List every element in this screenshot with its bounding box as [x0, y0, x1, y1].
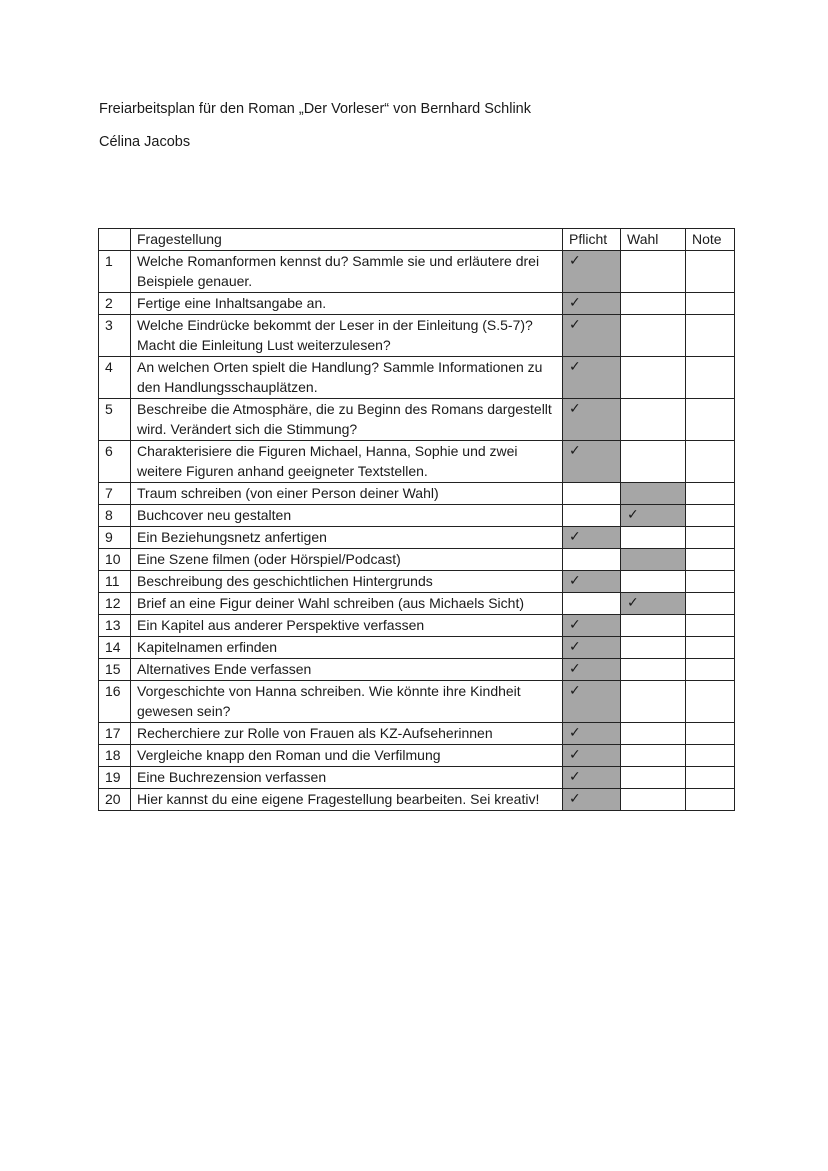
table-row	[99, 399, 735, 441]
question-text: An welchen Orten spielt die Handlung? Sammle Informationen zu den Handlungsschauplätzen.	[131, 357, 563, 399]
question-text: Welche Eindrücke bekommt der Leser in der Einleitung (S.5-7)? Macht die Einleitung Lust weiterzulesen?	[131, 315, 563, 357]
question-text: Eine Buchrezension verfassen	[131, 767, 563, 789]
row-number: 19	[99, 767, 131, 789]
pflicht-cell	[563, 483, 621, 505]
question-text: Vorgeschichte von Hanna schreiben. Wie könnte ihre Kindheit gewesen sein?	[131, 681, 563, 723]
pflicht-cell: ✓	[563, 745, 621, 767]
table-body	[99, 251, 735, 811]
table-row	[99, 527, 735, 549]
table-row	[99, 659, 735, 681]
table-row	[99, 615, 735, 637]
note-cell	[686, 615, 735, 637]
wahl-cell	[621, 615, 686, 637]
table-row	[99, 251, 735, 293]
question-text: Beschreibung des geschichtlichen Hintergrunds	[131, 571, 563, 593]
note-cell	[686, 315, 735, 357]
note-cell	[686, 723, 735, 745]
pflicht-cell: ✓	[563, 357, 621, 399]
wahl-cell	[621, 293, 686, 315]
row-number: 10	[99, 549, 131, 571]
document-author: Célina Jacobs	[99, 134, 191, 150]
pflicht-cell: ✓	[563, 527, 621, 549]
wahl-cell	[621, 659, 686, 681]
row-number: 14	[99, 637, 131, 659]
pflicht-cell: ✓	[563, 659, 621, 681]
wahl-cell	[621, 549, 686, 571]
table-row	[99, 593, 735, 615]
column-header-pflicht: Pflicht	[563, 229, 621, 251]
question-text: Welche Romanformen kennst du? Sammle sie und erläutere drei Beispiele genauer.	[131, 251, 563, 293]
note-cell	[686, 357, 735, 399]
wahl-cell	[621, 251, 686, 293]
note-cell	[686, 399, 735, 441]
pflicht-cell	[563, 549, 621, 571]
table-row	[99, 441, 735, 483]
table-row	[99, 505, 735, 527]
note-cell	[686, 483, 735, 505]
table-row	[99, 293, 735, 315]
wahl-cell	[621, 571, 686, 593]
pflicht-cell: ✓	[563, 615, 621, 637]
table-row	[99, 789, 735, 811]
wahl-cell	[621, 723, 686, 745]
note-cell	[686, 505, 735, 527]
wahl-cell: ✓	[621, 593, 686, 615]
table-row	[99, 549, 735, 571]
question-text: Brief an eine Figur deiner Wahl schreiben (aus Michaels Sicht)	[131, 593, 563, 615]
row-number: 4	[99, 357, 131, 399]
question-text: Recherchiere zur Rolle von Frauen als KZ-Aufseherinnen	[131, 723, 563, 745]
question-text: Charakterisiere die Figuren Michael, Hanna, Sophie und zwei weitere Figuren anhand geeigneter Textstellen.	[131, 441, 563, 483]
pflicht-cell: ✓	[563, 681, 621, 723]
pflicht-cell	[563, 593, 621, 615]
note-cell	[686, 745, 735, 767]
row-number: 18	[99, 745, 131, 767]
pflicht-cell: ✓	[563, 637, 621, 659]
note-cell	[686, 659, 735, 681]
pflicht-cell: ✓	[563, 767, 621, 789]
wahl-cell	[621, 789, 686, 811]
note-cell	[686, 527, 735, 549]
row-number: 6	[99, 441, 131, 483]
table-row	[99, 357, 735, 399]
wahl-cell	[621, 315, 686, 357]
question-text: Ein Beziehungsnetz anfertigen	[131, 527, 563, 549]
wahl-cell	[621, 527, 686, 549]
question-text: Alternatives Ende verfassen	[131, 659, 563, 681]
row-number: 8	[99, 505, 131, 527]
question-text: Eine Szene filmen (oder Hörspiel/Podcast)	[131, 549, 563, 571]
wahl-cell	[621, 399, 686, 441]
wahl-cell	[621, 767, 686, 789]
pflicht-cell: ✓	[563, 293, 621, 315]
pflicht-cell: ✓	[563, 441, 621, 483]
question-text: Traum schreiben (von einer Person deiner Wahl)	[131, 483, 563, 505]
column-header-question: Fragestellung	[131, 229, 563, 251]
table-row	[99, 745, 735, 767]
question-text: Hier kannst du eine eigene Fragestellung bearbeiten. Sei kreativ!	[131, 789, 563, 811]
table-row	[99, 681, 735, 723]
row-number: 12	[99, 593, 131, 615]
row-number: 2	[99, 293, 131, 315]
wahl-cell	[621, 441, 686, 483]
row-number: 15	[99, 659, 131, 681]
column-header-number	[99, 229, 131, 251]
note-cell	[686, 593, 735, 615]
column-header-note: Note	[686, 229, 735, 251]
row-number: 17	[99, 723, 131, 745]
question-text: Vergleiche knapp den Roman und die Verfilmung	[131, 745, 563, 767]
pflicht-cell: ✓	[563, 723, 621, 745]
row-number: 9	[99, 527, 131, 549]
table-row	[99, 571, 735, 593]
pflicht-cell: ✓	[563, 251, 621, 293]
note-cell	[686, 549, 735, 571]
wahl-cell	[621, 637, 686, 659]
table-row	[99, 637, 735, 659]
note-cell	[686, 293, 735, 315]
row-number: 5	[99, 399, 131, 441]
note-cell	[686, 681, 735, 723]
note-cell	[686, 251, 735, 293]
question-text: Ein Kapitel aus anderer Perspektive verfassen	[131, 615, 563, 637]
wahl-cell	[621, 681, 686, 723]
table-row	[99, 315, 735, 357]
row-number: 7	[99, 483, 131, 505]
table-row	[99, 483, 735, 505]
table-header-row	[99, 229, 735, 251]
wahl-cell: ✓	[621, 505, 686, 527]
column-header-wahl: Wahl	[621, 229, 686, 251]
question-text: Kapitelnamen erfinden	[131, 637, 563, 659]
pflicht-cell: ✓	[563, 789, 621, 811]
row-number: 13	[99, 615, 131, 637]
row-number: 11	[99, 571, 131, 593]
note-cell	[686, 637, 735, 659]
note-cell	[686, 789, 735, 811]
document-title: Freiarbeitsplan für den Roman „Der Vorleser“ von Bernhard Schlink	[99, 101, 531, 117]
question-text: Buchcover neu gestalten	[131, 505, 563, 527]
pflicht-cell	[563, 505, 621, 527]
note-cell	[686, 767, 735, 789]
wahl-cell	[621, 483, 686, 505]
note-cell	[686, 441, 735, 483]
pflicht-cell: ✓	[563, 571, 621, 593]
row-number: 3	[99, 315, 131, 357]
question-text: Fertige eine Inhaltsangabe an.	[131, 293, 563, 315]
table-row	[99, 723, 735, 745]
table-row	[99, 767, 735, 789]
pflicht-cell: ✓	[563, 399, 621, 441]
row-number: 1	[99, 251, 131, 293]
question-text: Beschreibe die Atmosphäre, die zu Beginn des Romans dargestellt wird. Verändert sich die Stimmung?	[131, 399, 563, 441]
row-number: 16	[99, 681, 131, 723]
pflicht-cell: ✓	[563, 315, 621, 357]
wahl-cell	[621, 357, 686, 399]
note-cell	[686, 571, 735, 593]
wahl-cell	[621, 745, 686, 767]
assignment-table	[98, 228, 735, 811]
row-number: 20	[99, 789, 131, 811]
